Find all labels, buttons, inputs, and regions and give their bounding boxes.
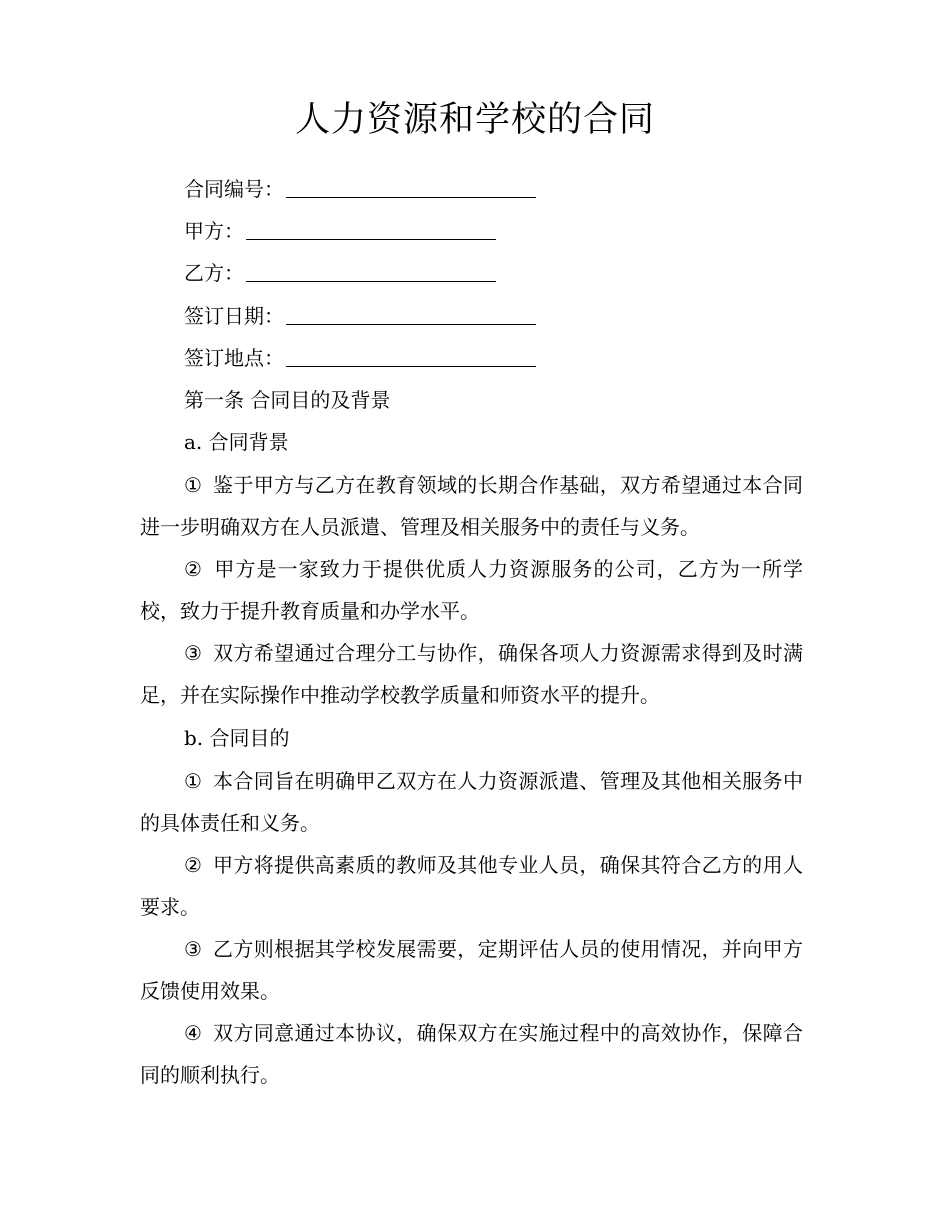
item-text: 甲方是一家致力于提供优质人力资源服务的公司，乙方为一所学校，致力于提升教育质量和办学水平。: [140, 557, 804, 623]
item-number: ①: [184, 769, 203, 793]
party-b-field: [184, 259, 496, 287]
item-number: ②: [184, 853, 203, 877]
section-b-item-2: [140, 844, 803, 928]
fill-in-line: [286, 323, 536, 325]
fill-in-line: [246, 280, 496, 282]
fill-in-line: [246, 238, 496, 240]
item-text: 鉴于甲方与乙方在教育领域的长期合作基础，双方希望通过本合同进一步明确双方在人员派遣、管理及相关服务中的责任与义务。: [140, 473, 804, 539]
section-b-item-1: [140, 760, 803, 844]
field-label: 签订日期：: [184, 304, 284, 328]
section-a-item-2: [140, 548, 803, 632]
article-1-heading: 第一条 合同目的及背景: [184, 388, 391, 412]
section-a-item-1: [140, 464, 803, 548]
item-text: 乙方则根据其学校发展需要，定期评估人员的使用情况，并向甲方反馈使用效果。: [140, 937, 804, 1003]
field-label: 甲方：: [184, 219, 244, 243]
item-number: ③: [184, 641, 203, 665]
section-b-item-4: [140, 1012, 803, 1096]
item-number: ①: [184, 473, 203, 497]
field-label: 签订地点：: [184, 346, 284, 370]
field-label: 乙方：: [184, 261, 244, 285]
document-title: 人力资源和学校的合同: [294, 100, 655, 140]
item-text: 双方希望通过合理分工与协作，确保各项人力资源需求得到及时满足，并在实际操作中推动学校教学质量和师资水平的提升。: [140, 641, 804, 707]
fill-in-line: [286, 196, 536, 198]
section-a-heading: a. 合同背景: [184, 430, 289, 454]
section-a-item-3: [140, 632, 803, 716]
item-number: ④: [184, 1021, 203, 1045]
section-b-item-3: [140, 928, 803, 1012]
party-a-field: [184, 217, 496, 245]
item-text: 双方同意通过本协议，确保双方在实施过程中的高效协作，保障合同的顺利执行。: [140, 1021, 804, 1087]
section-b-heading: b. 合同目的: [184, 726, 290, 750]
signing-place-field: [184, 344, 536, 372]
fill-in-line: [286, 365, 536, 367]
item-number: ③: [184, 937, 203, 961]
signing-date-field: [184, 302, 536, 330]
item-text: 本合同旨在明确甲乙双方在人力资源派遣、管理及其他相关服务中的具体责任和义务。: [140, 769, 804, 835]
contract-number-field: [184, 175, 536, 203]
field-label: 合同编号：: [184, 177, 284, 201]
item-number: ②: [184, 557, 203, 581]
item-text: 甲方将提供高素质的教师及其他专业人员，确保其符合乙方的用人要求。: [140, 853, 804, 919]
